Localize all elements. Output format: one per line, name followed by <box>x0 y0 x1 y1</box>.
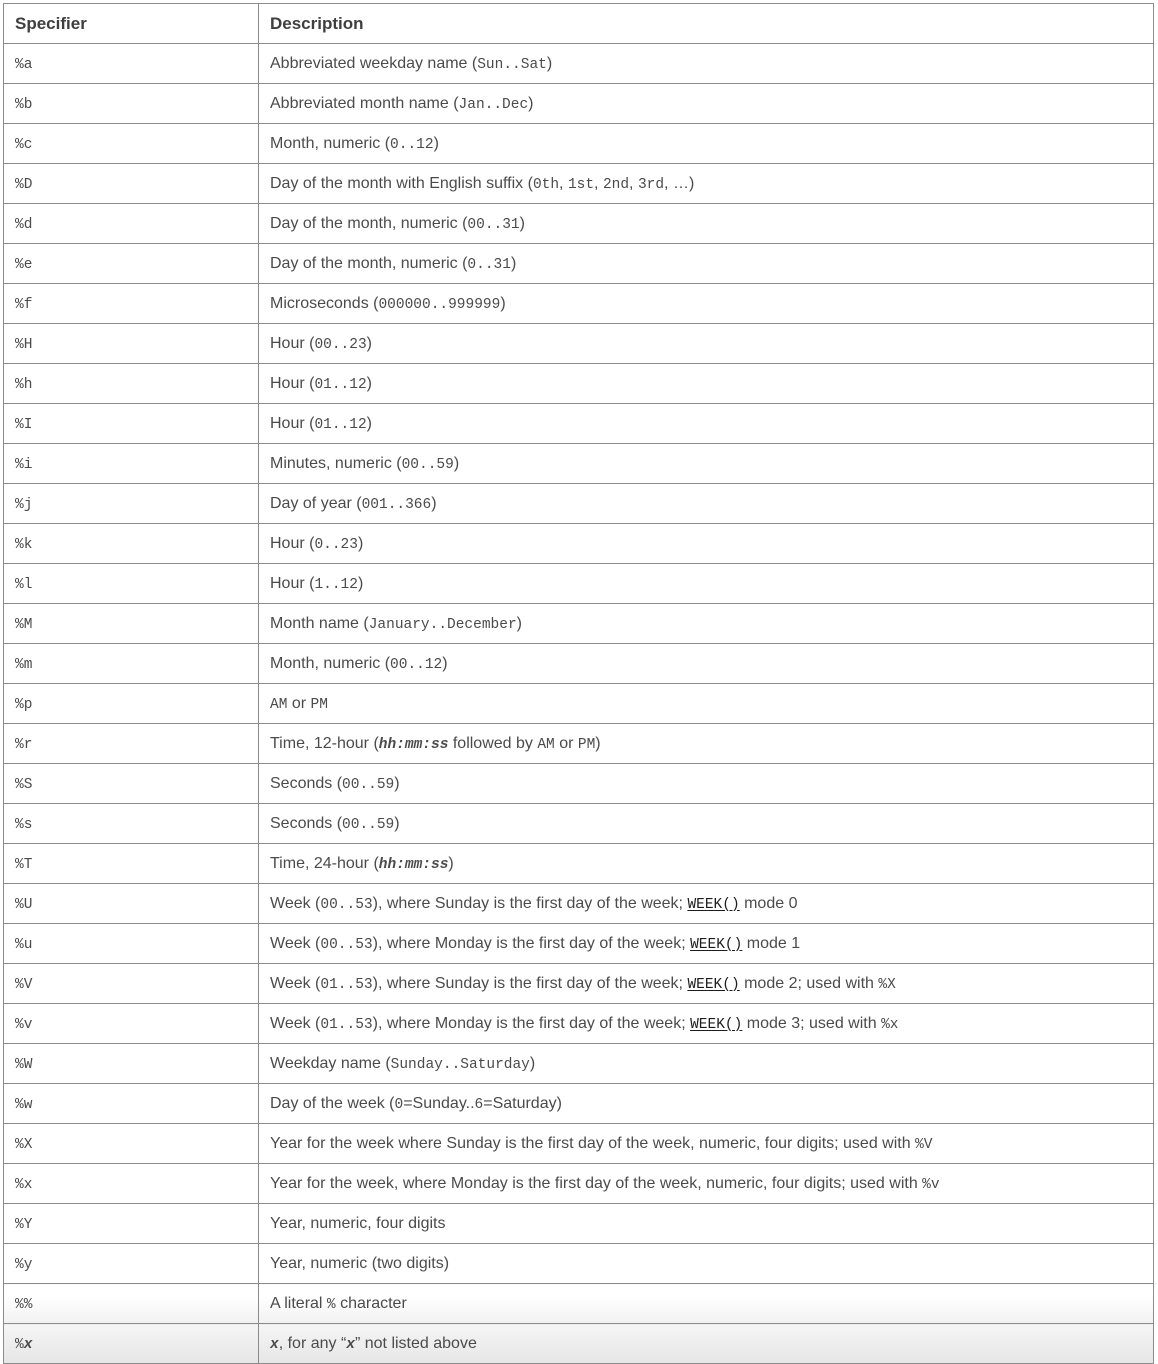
description-cell <box>259 324 1154 364</box>
description-text: ) <box>510 254 517 272</box>
specifier-cell <box>4 1204 259 1244</box>
table-row <box>4 1164 1154 1204</box>
description-text: Time, 24-hour ( <box>270 854 379 872</box>
code-literal: %I <box>15 416 33 433</box>
description-text: or <box>554 734 578 752</box>
description-cell <box>259 1164 1154 1204</box>
table-row <box>4 164 1154 204</box>
description-cell <box>259 644 1154 684</box>
code-literal: 00..23 <box>314 336 367 353</box>
description-cell <box>259 1284 1154 1324</box>
description-text: ), where Sunday is the first day of the week; <box>372 894 688 912</box>
description-cell <box>259 1044 1154 1084</box>
date-format-specifier-table <box>3 3 1154 1364</box>
code-literal: %u <box>15 936 33 953</box>
table-row <box>4 564 1154 604</box>
table-row <box>4 1004 1154 1044</box>
description-cell <box>259 564 1154 604</box>
specifier-cell <box>4 324 259 364</box>
description-text: ) <box>453 454 460 472</box>
code-literal: 0th <box>532 176 560 193</box>
code-literal: January..December <box>368 616 517 633</box>
description-text: mode 2; used with <box>739 974 879 992</box>
description-text: Hour ( <box>270 414 315 432</box>
description-text: ) <box>595 734 601 752</box>
specifier-cell <box>4 1244 259 1284</box>
code-literal: 01..12 <box>314 376 367 393</box>
code-literal: 00..59 <box>401 456 454 473</box>
code-literal: %W <box>15 1056 33 1073</box>
description-text: ) <box>394 814 400 832</box>
code-literal: 00..53 <box>320 936 373 953</box>
code-literal: 0 <box>394 1096 404 1113</box>
code-literal: %T <box>15 856 33 873</box>
code-literal: 01..12 <box>314 416 367 433</box>
description-text: Hour ( <box>270 534 315 552</box>
description-cell <box>259 204 1154 244</box>
table-row <box>4 1284 1154 1324</box>
code-literal: % <box>15 1336 24 1353</box>
description-text: ) <box>357 574 364 592</box>
description-text: Week ( <box>270 934 321 952</box>
description-cell <box>259 1204 1154 1244</box>
description-text: ) <box>366 334 372 352</box>
code-literal: 6 <box>474 1096 484 1113</box>
description-cell <box>259 1324 1154 1364</box>
description-cell <box>259 364 1154 404</box>
specifier-cell <box>4 684 259 724</box>
specifier-cell <box>4 764 259 804</box>
specifier-cell <box>4 884 259 924</box>
description-text: Month name ( <box>270 614 369 632</box>
code-literal: 00..31 <box>467 216 520 233</box>
table-row <box>4 84 1154 124</box>
code-literal: %D <box>15 176 33 193</box>
description-text: character <box>335 1294 407 1312</box>
description-text: Microseconds ( <box>270 294 379 312</box>
description-text: ) <box>528 94 534 112</box>
description-text: , <box>629 174 638 192</box>
description-text: Day of year ( <box>270 494 362 512</box>
description-cell <box>259 924 1154 964</box>
code-literal: %r <box>15 736 33 753</box>
code-literal: %a <box>15 56 33 73</box>
specifier-cell <box>4 444 259 484</box>
table-row <box>4 844 1154 884</box>
code-literal: 0..31 <box>467 256 511 273</box>
description-text: ) <box>448 854 454 872</box>
description-text: , for any “ <box>278 1334 347 1352</box>
table-row <box>4 684 1154 724</box>
description-text: ) <box>431 494 437 512</box>
specifier-cell <box>4 484 259 524</box>
description-text: ) <box>442 654 448 672</box>
code-literal: 0..23 <box>314 536 358 553</box>
table-row <box>4 44 1154 84</box>
specifier-cell <box>4 1164 259 1204</box>
description-cell <box>259 804 1154 844</box>
code-literal: %% <box>15 1296 33 1313</box>
week-function-link[interactable]: WEEK() <box>687 976 740 993</box>
description-column-header: Description <box>259 4 1154 44</box>
description-text: ) <box>519 214 525 232</box>
specifier-cell <box>4 844 259 884</box>
code-literal: %f <box>15 296 33 313</box>
description-text: mode 1 <box>742 934 801 952</box>
code-placeholder: x <box>23 1336 33 1353</box>
description-text: Week ( <box>270 974 321 992</box>
specifier-cell <box>4 364 259 404</box>
description-text: ) <box>366 414 372 432</box>
table-row <box>4 204 1154 244</box>
description-cell <box>259 964 1154 1004</box>
specifier-cell <box>4 1004 259 1044</box>
code-literal: %U <box>15 896 33 913</box>
table-row <box>4 884 1154 924</box>
code-literal: %x <box>15 1176 33 1193</box>
code-literal: %X <box>15 1136 33 1153</box>
specifier-cell <box>4 804 259 844</box>
code-literal: %X <box>878 976 896 993</box>
description-text: Day of the month with English suffix ( <box>270 174 533 192</box>
code-literal: PM <box>577 736 596 753</box>
description-text: Hour ( <box>270 334 315 352</box>
description-cell <box>259 84 1154 124</box>
code-literal: %m <box>15 656 33 673</box>
description-text: ) <box>394 774 400 792</box>
description-text: Day of the month, numeric ( <box>270 254 468 272</box>
description-text: Day of the week ( <box>270 1094 395 1112</box>
description-cell <box>259 1244 1154 1284</box>
specifier-cell <box>4 524 259 564</box>
description-text: Year for the week, where Monday is the first day of the week, numeric, four digits; used with <box>270 1174 923 1192</box>
code-literal: %k <box>15 536 33 553</box>
description-cell <box>259 884 1154 924</box>
description-text: ), where Monday is the first day of the week; <box>372 934 691 952</box>
code-placeholder: hh:mm:ss <box>378 736 449 753</box>
specifier-cell <box>4 44 259 84</box>
specifier-cell <box>4 1284 259 1324</box>
table-row <box>4 524 1154 564</box>
code-literal: %x <box>881 1016 899 1033</box>
code-literal: 3rd <box>637 176 665 193</box>
description-text: Week ( <box>270 1014 321 1032</box>
table-row <box>4 924 1154 964</box>
description-text: Hour ( <box>270 574 315 592</box>
code-literal: Sunday..Saturday <box>390 1056 530 1073</box>
specifier-cell <box>4 924 259 964</box>
code-literal: %H <box>15 336 33 353</box>
code-placeholder: x <box>270 1336 279 1353</box>
code-literal: 01..53 <box>320 1016 373 1033</box>
code-literal: %e <box>15 256 33 273</box>
description-cell <box>259 684 1154 724</box>
description-text: mode 3; used with <box>742 1014 882 1032</box>
description-text: Week ( <box>270 894 321 912</box>
code-literal: %M <box>15 616 33 633</box>
code-literal: PM <box>310 696 328 713</box>
code-literal: AM <box>270 696 288 713</box>
table-row <box>4 1244 1154 1284</box>
table-row <box>4 764 1154 804</box>
code-literal: 01..53 <box>320 976 373 993</box>
description-text: Seconds ( <box>270 774 343 792</box>
code-literal: 0..12 <box>390 136 434 153</box>
description-text: Time, 12-hour ( <box>270 734 379 752</box>
code-placeholder: x <box>346 1336 355 1353</box>
code-literal: %Y <box>15 1216 33 1233</box>
description-text: ) <box>500 294 506 312</box>
description-text: , <box>559 174 568 192</box>
description-text: Year, numeric (two digits) <box>270 1254 450 1272</box>
description-text: Month, numeric ( <box>270 654 391 672</box>
description-cell <box>259 844 1154 884</box>
specifier-cell <box>4 84 259 124</box>
table-row <box>4 1324 1154 1364</box>
table-row <box>4 1124 1154 1164</box>
table-row <box>4 644 1154 684</box>
code-literal: %w <box>15 1096 33 1113</box>
description-text: , <box>594 174 603 192</box>
specifier-cell <box>4 1044 259 1084</box>
code-literal: 00..59 <box>342 816 395 833</box>
description-text: Abbreviated month name ( <box>270 94 459 112</box>
description-text: Month, numeric ( <box>270 134 391 152</box>
specifier-cell <box>4 404 259 444</box>
description-text: Minutes, numeric ( <box>270 454 402 472</box>
table-body <box>4 44 1154 1364</box>
description-cell <box>259 124 1154 164</box>
table-row <box>4 244 1154 284</box>
description-text: Year for the week where Sunday is the first day of the week, numeric, four digits; used with <box>270 1134 916 1152</box>
code-literal: %V <box>915 1136 933 1153</box>
description-cell <box>259 1084 1154 1124</box>
code-literal: 00..12 <box>390 656 443 673</box>
code-literal: AM <box>537 736 555 753</box>
code-literal: 000000..999999 <box>378 296 501 313</box>
table-row <box>4 1084 1154 1124</box>
code-literal: Sun..Sat <box>477 56 547 73</box>
description-text: Seconds ( <box>270 814 343 832</box>
specifier-cell <box>4 124 259 164</box>
table-row <box>4 124 1154 164</box>
specifier-cell <box>4 284 259 324</box>
description-cell <box>259 1124 1154 1164</box>
description-cell <box>259 164 1154 204</box>
description-text: followed by <box>448 734 538 752</box>
description-text: ), where Monday is the first day of the week; <box>372 1014 691 1032</box>
description-text: Hour ( <box>270 374 315 392</box>
table-row <box>4 804 1154 844</box>
description-text: ” not listed above <box>354 1334 477 1352</box>
table-row <box>4 364 1154 404</box>
specifier-cell <box>4 564 259 604</box>
code-literal: 2nd <box>602 176 630 193</box>
code-literal: %j <box>15 496 33 513</box>
code-literal: %h <box>15 376 33 393</box>
code-literal: 1..12 <box>314 576 358 593</box>
table-header-row <box>4 4 1154 44</box>
code-literal: 001..366 <box>361 496 432 513</box>
code-placeholder: hh:mm:ss <box>378 856 449 873</box>
description-text: =Saturday) <box>483 1094 562 1112</box>
code-literal: %v <box>922 1176 940 1193</box>
description-text: mode 0 <box>739 894 798 912</box>
code-literal: %d <box>15 216 33 233</box>
table-row <box>4 604 1154 644</box>
description-cell <box>259 764 1154 804</box>
description-text: ) <box>433 134 439 152</box>
description-text: Year, numeric, four digits <box>270 1214 446 1232</box>
table-row <box>4 404 1154 444</box>
description-text: ) <box>516 614 522 632</box>
description-text: or <box>287 694 311 712</box>
code-literal: %y <box>15 1256 33 1273</box>
description-text: , …) <box>664 174 695 192</box>
table-row <box>4 284 1154 324</box>
code-literal: % <box>326 1296 336 1313</box>
table-row <box>4 324 1154 364</box>
table-row <box>4 1044 1154 1084</box>
specifier-cell <box>4 244 259 284</box>
code-literal: %v <box>15 1016 33 1033</box>
code-literal: 00..59 <box>342 776 395 793</box>
code-literal: 00..53 <box>320 896 373 913</box>
description-text: Day of the month, numeric ( <box>270 214 468 232</box>
specifier-cell <box>4 164 259 204</box>
specifier-cell <box>4 604 259 644</box>
description-text: Weekday name ( <box>270 1054 391 1072</box>
description-cell <box>259 604 1154 644</box>
description-cell <box>259 524 1154 564</box>
description-text: ) <box>357 534 364 552</box>
description-cell <box>259 444 1154 484</box>
description-cell <box>259 404 1154 444</box>
code-literal: %V <box>15 976 33 993</box>
description-text: Abbreviated weekday name ( <box>270 54 478 72</box>
description-text: =Sunday.. <box>403 1094 475 1112</box>
code-literal: %S <box>15 776 33 793</box>
specifier-cell <box>4 1084 259 1124</box>
table-row <box>4 964 1154 1004</box>
code-literal: %i <box>15 456 33 473</box>
week-function-link[interactable]: WEEK() <box>690 1016 743 1033</box>
specifier-cell <box>4 204 259 244</box>
code-literal: %c <box>15 136 33 153</box>
specifier-cell <box>4 724 259 764</box>
specifier-column-header: Specifier <box>4 4 259 44</box>
code-literal: Jan..Dec <box>458 96 529 113</box>
description-text: A literal <box>270 1294 327 1312</box>
specifier-cell <box>4 1124 259 1164</box>
description-text: ), where Sunday is the first day of the week; <box>372 974 688 992</box>
description-cell <box>259 284 1154 324</box>
code-literal: %s <box>15 816 33 833</box>
description-cell <box>259 44 1154 84</box>
code-literal: 1st <box>567 176 595 193</box>
week-function-link[interactable]: WEEK() <box>690 936 743 953</box>
table-row <box>4 724 1154 764</box>
code-literal: %p <box>15 696 33 713</box>
code-literal: %l <box>15 576 33 593</box>
table-row <box>4 1204 1154 1244</box>
description-cell <box>259 244 1154 284</box>
table-row <box>4 444 1154 484</box>
table-row <box>4 484 1154 524</box>
specifier-cell <box>4 1324 259 1364</box>
week-function-link[interactable]: WEEK() <box>687 896 740 913</box>
description-cell <box>259 1004 1154 1044</box>
description-text: ) <box>546 54 553 72</box>
specifier-cell <box>4 964 259 1004</box>
specifier-cell <box>4 644 259 684</box>
description-text: ) <box>366 374 372 392</box>
description-text: ) <box>529 1054 536 1072</box>
description-cell <box>259 724 1154 764</box>
code-literal: %b <box>15 96 33 113</box>
description-cell <box>259 484 1154 524</box>
